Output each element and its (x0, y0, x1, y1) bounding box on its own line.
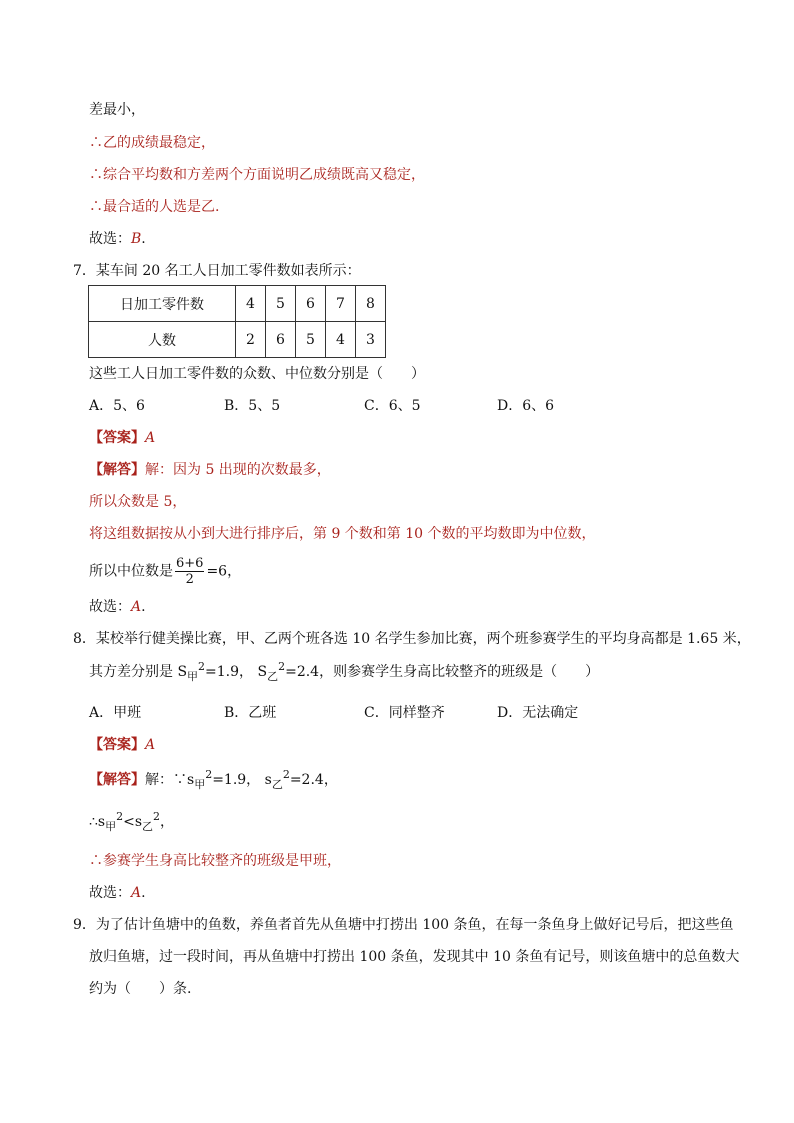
prev-answer-letter: B (131, 231, 142, 247)
table-cell: 3 (356, 322, 386, 358)
q7-solution-line-3: 将这组数据按从小到大进行排序后，第 9 个数和第 10 个数的平均数即为中位数， (89, 526, 596, 542)
q7-data-table (88, 285, 386, 358)
answer-label: 【答案】 (89, 737, 145, 753)
table-cell: 4 (326, 322, 356, 358)
q7-stem: 7．某车间 20 名工人日加工零件数如表所示： (73, 263, 361, 279)
prev-line-2: ∴乙的成绩最稳定， (89, 135, 215, 151)
table-cell: 6 (296, 286, 326, 322)
q7-option-a: A．5、6 (89, 398, 145, 414)
table-cell: 4 (236, 286, 266, 322)
table-row (89, 322, 386, 358)
table-cell: 5 (266, 286, 296, 322)
table-cell: 7 (326, 286, 356, 322)
prev-line-1: 差最小， (89, 102, 145, 118)
q8-solution-line-3: ∴参赛学生身高比较整齐的班级是甲班， (89, 853, 341, 869)
q7-final-answer: 故选：A. (89, 599, 146, 615)
prev-line-3: ∴综合平均数和方差两个方面说明乙成绩既高又稳定， (89, 167, 425, 183)
median-fraction: $\frac{6+6}{2}$ (176, 556, 204, 587)
q8-solution-line-1: 【解答】解：$\because s_甲^2=1.9$， $s_乙^2=2.4$， (89, 768, 338, 791)
q8-stem-line-2: 其方差分别是 $S_甲^2=1.9$， $S_乙^2=2.4$，则参赛学生身高比较整齐的班级是（ ） (89, 660, 600, 683)
q7-solution-line-1: 【解答】解：因为 5 出现的次数最多， (89, 462, 331, 478)
q7-answer (89, 428, 155, 448)
q7-option-d: D．6、6 (497, 398, 555, 414)
q7-option-c: C．6、5 (364, 398, 421, 414)
q7-option-b: B．5、5 (224, 398, 281, 414)
q8-answer (89, 735, 155, 755)
answer-letter: A (145, 430, 156, 446)
solution-label: 【解答】 (89, 462, 145, 478)
q8-option-d: D．无法确定 (497, 705, 579, 721)
answer-letter: A (145, 737, 156, 753)
q7-solution-line-2: 所以众数是 5， (89, 494, 187, 510)
q9-stem-line-2: 放归鱼塘，过一段时间，再从鱼塘中打捞出 100 条鱼，发现其中 10 条鱼有记号，则该鱼塘中的总鱼数大 (89, 949, 740, 965)
table-cell: 8 (356, 286, 386, 322)
table-header-cell: 人数 (89, 322, 236, 358)
q8-final-answer: 故选：A. (89, 885, 146, 901)
q9-stem-line-1: 9．为了估计鱼塘中的鱼数，养鱼者首先从鱼塘中打捞出 100 条鱼，在每一条鱼身上做好记号后，把这些鱼 (73, 917, 734, 933)
table-cell: 6 (266, 322, 296, 358)
table-cell: 2 (236, 322, 266, 358)
q8-option-b: B．乙班 (224, 705, 277, 721)
q8-option-a: A．甲班 (89, 705, 142, 721)
q7-question: 这些工人日加工零件数的众数、中位数分别是（ ） (89, 366, 425, 382)
solution-label: 【解答】 (89, 772, 145, 788)
answer-label: 【答案】 (89, 430, 145, 446)
q7-solution-line-4: 所以中位数是 $\frac{6+6}{2}$ =6， (89, 556, 242, 587)
q9-stem-line-3: 约为（ ）条. (89, 981, 192, 997)
q8-option-c: C．同样整齐 (364, 705, 445, 721)
prev-line-4: ∴最合适的人选是乙. (89, 199, 220, 215)
q8-solution-line-2: $\therefore s_甲^2<s_乙^2$， (89, 810, 175, 833)
table-row (89, 286, 386, 322)
table-header-cell: 日加工零件数 (89, 286, 236, 322)
prev-final-answer: 故选：B. (89, 231, 146, 247)
table-cell: 5 (296, 322, 326, 358)
q8-stem-line-1: 8．某校举行健美操比赛，甲、乙两个班各选 10 名学生参加比赛，两个班参赛学生的平均身高都是 1.65 米， (73, 631, 751, 647)
